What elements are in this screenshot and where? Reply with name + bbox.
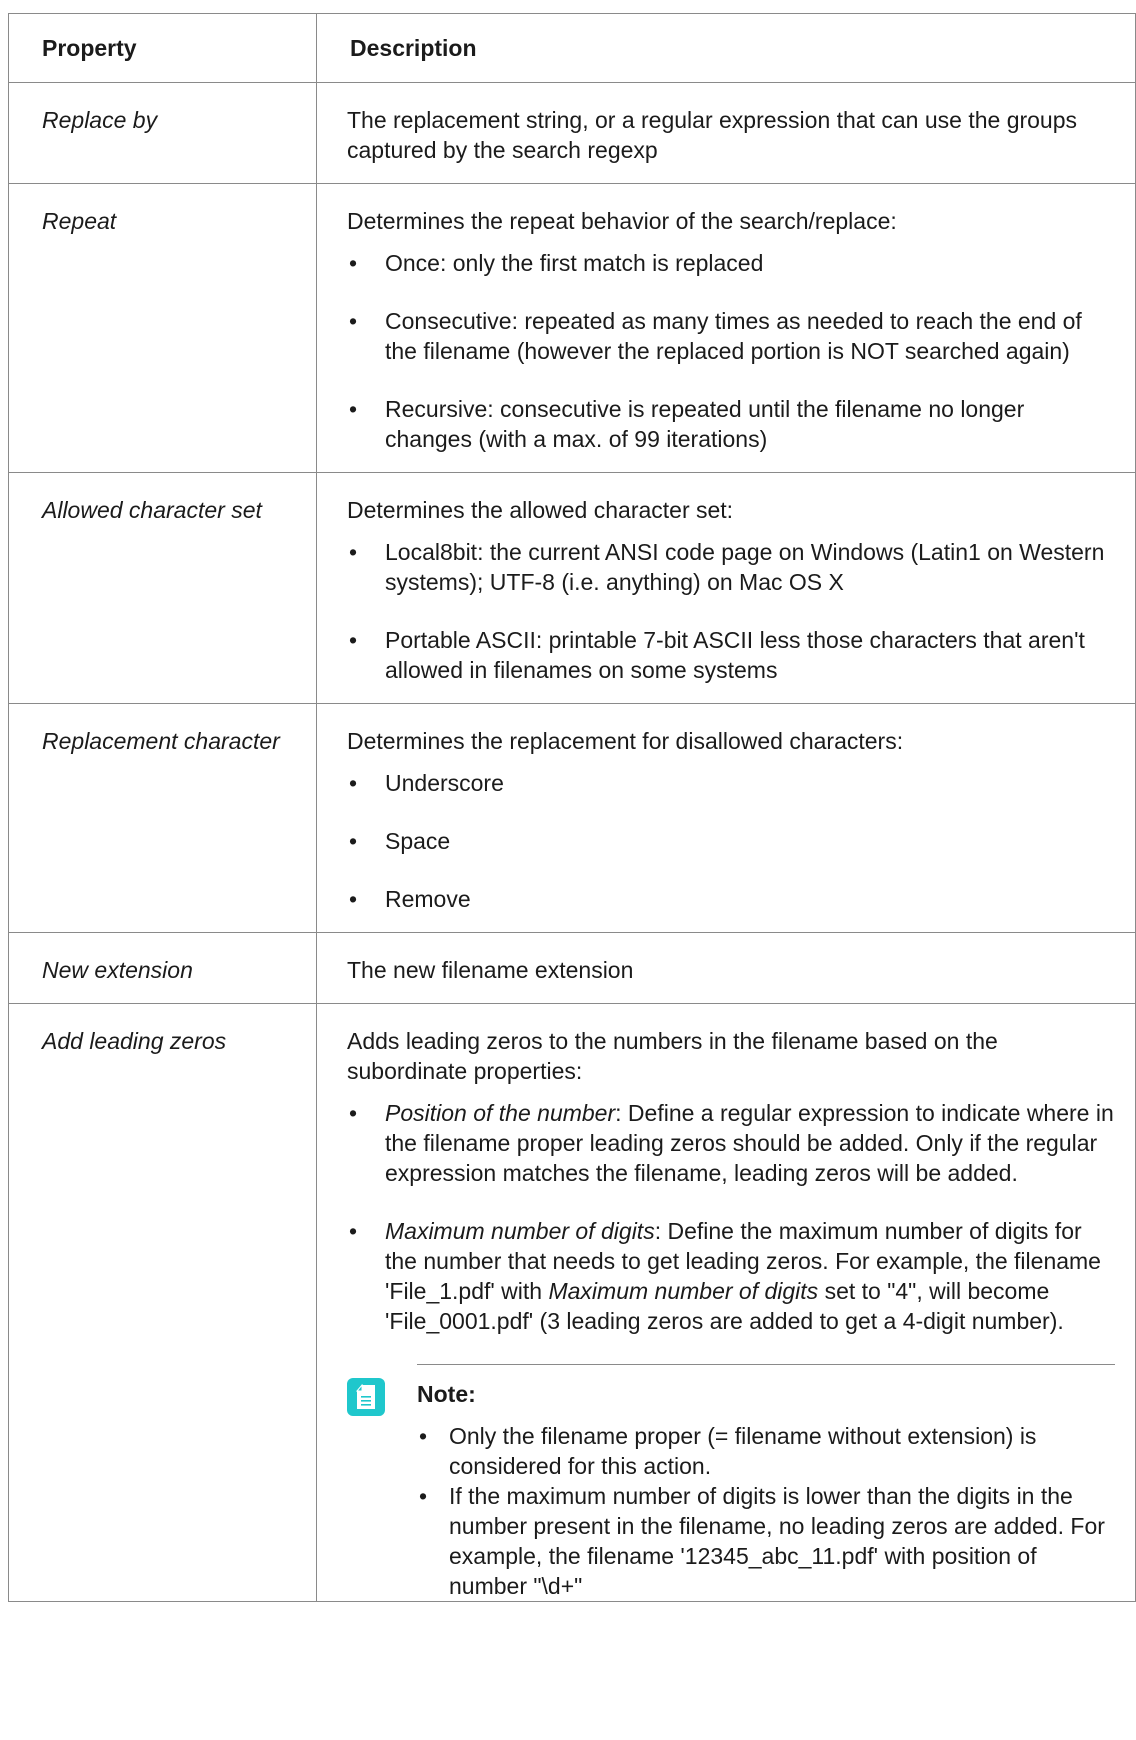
property-description — [317, 1004, 1136, 1602]
term-position-of-number: Position of the number — [385, 1100, 616, 1126]
list-item — [347, 1216, 1115, 1336]
table-row — [9, 83, 1136, 184]
description-text: Adds leading zeros to the numbers in the filename based on the subordinate properties: — [347, 1028, 998, 1084]
description-text: The replacement string, or a regular expression that can use the groups captured by the search regexp — [347, 107, 1078, 163]
list-item-text: Only the filename proper (= filename without extension) is considered for this action. — [449, 1423, 1037, 1479]
list-item-text: set to "4", will become 'File_0001.pdf' (3 leading zeros are added to get a 4-digit number). — [385, 1278, 1064, 1334]
term-maximum-digits: Maximum number of digits — [548, 1278, 819, 1304]
table-row — [9, 933, 1136, 1004]
list-item — [417, 1481, 1115, 1601]
list-item — [347, 394, 1115, 454]
property-name: Add leading zeros — [9, 1004, 317, 1602]
bullet: • — [419, 1483, 428, 1509]
property-description — [317, 473, 1136, 704]
list-item — [417, 1421, 1115, 1481]
table-row — [9, 1004, 1136, 1602]
list-item-text: If the maximum number of digits is lower than the digits in the number present in the filename, no leading zeros are added. For example, the filename '12345_abc_11.pdf' with position of number "\d+" — [449, 1483, 1105, 1599]
description-text: Determines the repeat behavior of the search/replace: — [347, 208, 897, 234]
property-description — [317, 83, 1136, 184]
bullet: • — [419, 1423, 428, 1449]
term-maximum-digits: Maximum number of digits — [385, 1218, 655, 1244]
property-description — [317, 184, 1136, 473]
bullet: • — [349, 828, 358, 854]
list-item — [347, 826, 1115, 856]
note-body — [417, 1364, 1115, 1601]
note-box — [347, 1364, 1115, 1601]
note-document-icon — [347, 1378, 385, 1416]
bullet: • — [349, 886, 358, 912]
list-item-text: Recursive: consecutive is repeated until the filename no longer changes (with a max. of 99 iterations) — [385, 396, 1025, 452]
bullet: • — [349, 308, 358, 334]
description-text: The new filename extension — [347, 957, 634, 983]
bullet: • — [349, 627, 358, 653]
property-name: Allowed character set — [9, 473, 317, 704]
header-property: Property — [9, 14, 317, 83]
description-text: Determines the replacement for disallowed characters: — [347, 728, 904, 754]
bullet: • — [349, 539, 358, 565]
table-row — [9, 184, 1136, 473]
bullet: • — [349, 1218, 358, 1244]
list-item — [347, 248, 1115, 278]
property-name: New extension — [9, 933, 317, 1004]
list-item-text: Space — [385, 828, 451, 854]
property-name: Repeat — [9, 184, 317, 473]
list-item-text: : Define a regular expression to indicate where in the filename proper leading zeros should be added. Only if the regular expression matches the filename, leading zeros will be added. — [385, 1100, 1114, 1186]
list-item-text: Once: only the first match is replaced — [385, 250, 764, 276]
option-list — [347, 768, 1115, 914]
option-list — [347, 1098, 1115, 1336]
list-item-text: Remove — [385, 886, 471, 912]
list-item-text: Local8bit: the current ANSI code page on Windows (Latin1 on Western systems); UTF-8 (i.e. anything) on Mac OS X — [385, 539, 1105, 595]
list-item — [347, 1098, 1115, 1188]
list-item-text: Consecutive: repeated as many times as needed to reach the end of the filename (however the replaced portion is NOT searched again) — [385, 308, 1082, 364]
table-row — [9, 473, 1136, 704]
list-item — [347, 768, 1115, 798]
properties-table — [8, 13, 1136, 1602]
header-row — [9, 14, 1136, 83]
option-list — [347, 248, 1115, 454]
property-name: Replacement character — [9, 704, 317, 933]
table-row — [9, 704, 1136, 933]
note-title: Note: — [417, 1381, 476, 1407]
list-item — [347, 306, 1115, 366]
list-item — [347, 537, 1115, 597]
list-item — [347, 884, 1115, 914]
list-item — [347, 625, 1115, 685]
note-list — [417, 1421, 1115, 1601]
property-name: Replace by — [9, 83, 317, 184]
bullet: • — [349, 1100, 358, 1126]
property-description — [317, 704, 1136, 933]
bullet: • — [349, 770, 358, 796]
list-item-text: : Define the maximum number of digits for the number that needs to get leading zeros. For example, the filename 'File_1.pdf' with — [385, 1218, 1101, 1304]
bullet: • — [349, 396, 358, 422]
property-description — [317, 933, 1136, 1004]
list-item-text: Portable ASCII: printable 7-bit ASCII less those characters that aren't allowed in filenames on some systems — [385, 627, 1085, 683]
option-list — [347, 537, 1115, 685]
description-text: Determines the allowed character set: — [347, 497, 734, 523]
header-description: Description — [317, 14, 1136, 83]
list-item-text: Underscore — [385, 770, 504, 796]
bullet: • — [349, 250, 358, 276]
